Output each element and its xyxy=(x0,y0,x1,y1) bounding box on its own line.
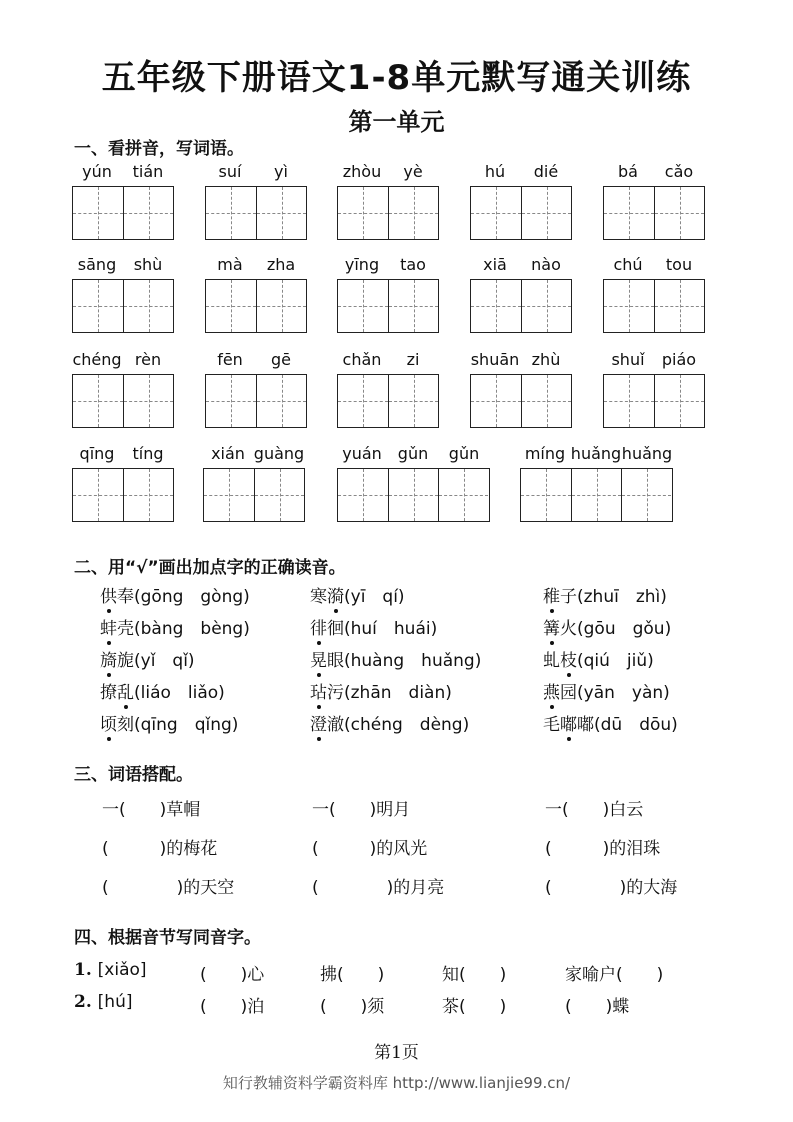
pinyin-syllable: zi xyxy=(406,350,420,369)
pinyin-syllable: tián xyxy=(132,162,164,181)
pinyin-syllable: nào xyxy=(531,255,561,274)
writing-boxes[interactable] xyxy=(72,186,174,240)
syllable-label xyxy=(74,960,147,980)
dotted-character: 供 xyxy=(100,582,117,607)
writing-cell[interactable] xyxy=(388,375,438,427)
pinyin-word-item xyxy=(72,162,174,240)
writing-boxes[interactable] xyxy=(520,468,673,522)
writing-boxes[interactable] xyxy=(470,374,572,428)
pinyin-syllable: chéng xyxy=(72,350,122,369)
matching-blank[interactable]: ( )的大海 xyxy=(545,878,678,898)
writing-cell[interactable] xyxy=(521,469,571,521)
pinyin-syllable: dié xyxy=(533,162,559,181)
matching-blank[interactable]: ( )的月亮 xyxy=(312,878,445,898)
dotted-character: 篝 xyxy=(543,614,560,639)
pronunciation-item[interactable] xyxy=(100,646,195,671)
writing-cell[interactable] xyxy=(123,280,173,332)
pronunciation-item[interactable] xyxy=(543,614,671,639)
syllable: [xiǎo] xyxy=(97,960,147,980)
reading-options: 眼(huàng huǎng) xyxy=(327,651,482,671)
reading-options: 奉(gōng gòng) xyxy=(117,587,250,607)
reading-options: (qiú jiǔ) xyxy=(577,651,654,671)
writing-cell[interactable] xyxy=(256,280,306,332)
pinyin-word-item xyxy=(205,255,307,333)
pinyin-label xyxy=(470,255,572,279)
pinyin-word-item xyxy=(603,162,705,240)
pinyin-label xyxy=(72,444,174,468)
matching-blank[interactable]: 一( )草帽 xyxy=(102,800,201,820)
writing-cell[interactable] xyxy=(73,469,123,521)
writing-cell[interactable] xyxy=(388,469,438,521)
writing-cell[interactable] xyxy=(206,280,256,332)
pinyin-label xyxy=(470,162,572,186)
pinyin-word-item xyxy=(337,350,439,428)
reading-options: 火(gōu gǒu) xyxy=(560,619,672,639)
writing-cell[interactable] xyxy=(654,187,704,239)
pinyin-label xyxy=(470,350,572,374)
pinyin-syllable: yuán xyxy=(342,444,382,463)
pinyin-syllable: zhù xyxy=(531,350,561,369)
homophone-blank[interactable]: 茶( ) xyxy=(442,997,507,1017)
question-number: 2. xyxy=(74,992,98,1012)
pronunciation-item[interactable] xyxy=(310,614,437,639)
writing-cell[interactable] xyxy=(123,187,173,239)
writing-boxes[interactable] xyxy=(470,279,572,333)
page-title: 五年级下册语文1-8单元默写通关训练 xyxy=(101,58,692,98)
homophone-blank[interactable]: 家喻户( ) xyxy=(565,965,664,985)
pinyin-word-item xyxy=(72,444,174,522)
pronunciation-item[interactable] xyxy=(543,678,670,703)
writing-boxes[interactable] xyxy=(72,468,174,522)
pinyin-syllable: yīng xyxy=(344,255,380,274)
reading-options: 嘟(dū dōu) xyxy=(577,715,678,735)
reading-options: 刻(qīng qǐng) xyxy=(117,715,239,735)
writing-cell[interactable] xyxy=(471,280,521,332)
syllable: [hú] xyxy=(97,992,133,1012)
writing-boxes[interactable] xyxy=(205,186,307,240)
pronunciation-item[interactable] xyxy=(543,710,678,735)
reading-options: 旎(yǐ qǐ) xyxy=(117,651,195,671)
pinyin-label xyxy=(72,162,174,186)
dotted-character: 枝 xyxy=(560,646,577,671)
writing-cell[interactable] xyxy=(604,375,654,427)
matching-blank[interactable]: ( )的泪珠 xyxy=(545,839,661,859)
writing-cell[interactable] xyxy=(521,375,571,427)
pinyin-label xyxy=(337,350,439,374)
writing-boxes[interactable] xyxy=(203,468,305,522)
writing-boxes[interactable] xyxy=(470,186,572,240)
writing-boxes[interactable] xyxy=(337,468,490,522)
pinyin-label xyxy=(72,255,174,279)
pinyin-syllable: zha xyxy=(266,255,296,274)
writing-cell[interactable] xyxy=(338,280,388,332)
pinyin-label xyxy=(72,350,174,374)
matching-blank[interactable]: ( )的风光 xyxy=(312,839,428,859)
reading-options: (yī qí) xyxy=(344,587,405,607)
pinyin-syllable: hú xyxy=(484,162,506,181)
word-prefix: 虬 xyxy=(543,651,560,671)
section-3-heading: 三、词语搭配。 xyxy=(74,765,193,785)
writing-boxes[interactable] xyxy=(72,374,174,428)
reading-options: 澈(chéng dèng) xyxy=(327,715,470,735)
word-prefix: 毛 xyxy=(543,715,560,735)
dotted-character: 稚 xyxy=(543,582,560,607)
writing-boxes[interactable] xyxy=(603,279,705,333)
pinyin-word-item xyxy=(470,350,572,428)
section-4-heading: 四、根据音节写同音字。 xyxy=(74,928,261,948)
writing-boxes[interactable] xyxy=(603,186,705,240)
homophone-blank[interactable]: ( )蝶 xyxy=(565,997,630,1017)
writing-cell[interactable] xyxy=(206,375,256,427)
writing-cell[interactable] xyxy=(256,375,306,427)
pinyin-syllable: tou xyxy=(665,255,693,274)
pinyin-syllable: cǎo xyxy=(664,162,694,181)
writing-cell[interactable] xyxy=(604,187,654,239)
pinyin-syllable: yún xyxy=(82,162,112,181)
writing-cell[interactable] xyxy=(338,187,388,239)
writing-cell[interactable] xyxy=(338,469,388,521)
pinyin-label xyxy=(603,255,705,279)
section-1-heading: 一、看拼音，写词语。 xyxy=(74,139,244,159)
pinyin-word-item xyxy=(470,162,572,240)
reading-options: 园(yān yàn) xyxy=(560,683,670,703)
pronunciation-item[interactable] xyxy=(310,710,469,735)
pinyin-syllable: zhòu xyxy=(342,162,382,181)
matching-blank[interactable]: 一( )白云 xyxy=(545,800,644,820)
pronunciation-item[interactable] xyxy=(100,678,225,703)
pinyin-syllable: yì xyxy=(274,162,288,181)
watermark: 知行教辅资料学霸资料库 http://www.lianjie99.cn/ xyxy=(222,1074,571,1092)
dotted-character: 漪 xyxy=(327,582,344,607)
pinyin-syllable: chú xyxy=(613,255,643,274)
pronunciation-item[interactable] xyxy=(310,678,452,703)
pinyin-syllable: bá xyxy=(618,162,638,181)
pinyin-word-item xyxy=(203,444,305,522)
writing-cell[interactable] xyxy=(206,187,256,239)
pinyin-syllable: shuǐ xyxy=(611,350,645,369)
word-prefix: 撩 xyxy=(100,683,117,703)
writing-cell[interactable] xyxy=(388,187,438,239)
dotted-character: 燕 xyxy=(543,678,560,703)
reading-options: 污(zhān diàn) xyxy=(327,683,452,703)
pinyin-syllable: fēn xyxy=(217,350,243,369)
reading-options: 壳(bàng bèng) xyxy=(117,619,250,639)
pronunciation-item[interactable] xyxy=(543,646,654,671)
pinyin-syllable: guàng xyxy=(253,444,305,463)
dotted-character: 徘 xyxy=(310,614,327,639)
writing-cell[interactable] xyxy=(123,469,173,521)
pinyin-label xyxy=(205,162,307,186)
writing-cell[interactable] xyxy=(338,375,388,427)
unit-subtitle: 第一单元 xyxy=(348,108,445,136)
reading-options: 子(zhuī zhì) xyxy=(560,587,667,607)
pinyin-word-item xyxy=(337,444,490,522)
writing-cell[interactable] xyxy=(256,187,306,239)
pinyin-syllable: huǎng xyxy=(621,444,673,463)
pinyin-syllable: suí xyxy=(218,162,242,181)
dotted-character: 澄 xyxy=(310,710,327,735)
dotted-character: 嘟 xyxy=(560,710,577,735)
pinyin-syllable: yè xyxy=(403,162,423,181)
pinyin-syllable: tao xyxy=(400,255,426,274)
writing-boxes[interactable] xyxy=(337,186,439,240)
reading-options: (liáo liǎo) xyxy=(134,683,225,703)
writing-cell[interactable] xyxy=(471,375,521,427)
pinyin-label xyxy=(603,162,705,186)
writing-cell[interactable] xyxy=(73,280,123,332)
pinyin-syllable: piáo xyxy=(661,350,697,369)
writing-boxes[interactable] xyxy=(205,279,307,333)
pinyin-word-item xyxy=(470,255,572,333)
homophone-blank[interactable]: 拂( ) xyxy=(320,965,385,985)
pinyin-label xyxy=(520,444,673,468)
pinyin-label xyxy=(337,255,439,279)
pinyin-syllable: sāng xyxy=(77,255,117,274)
pinyin-word-item xyxy=(337,162,439,240)
dotted-character: 乱 xyxy=(117,678,134,703)
writing-cell[interactable] xyxy=(654,280,704,332)
writing-cell[interactable] xyxy=(604,280,654,332)
writing-boxes[interactable] xyxy=(603,374,705,428)
dotted-character: 顷 xyxy=(100,710,117,735)
question-number: 1. xyxy=(74,960,98,980)
pinyin-word-item xyxy=(603,255,705,333)
writing-cell[interactable] xyxy=(471,187,521,239)
homophone-blank[interactable]: 知( ) xyxy=(442,965,507,985)
pinyin-syllable: tíng xyxy=(132,444,164,463)
word-prefix: 寒 xyxy=(310,587,327,607)
writing-cell[interactable] xyxy=(254,469,304,521)
writing-boxes[interactable] xyxy=(205,374,307,428)
homophone-blank[interactable]: ( )须 xyxy=(320,997,385,1017)
pronunciation-item[interactable] xyxy=(100,710,238,735)
pinyin-word-item xyxy=(520,444,673,522)
pronunciation-item[interactable] xyxy=(310,582,405,607)
pinyin-syllable: huǎng xyxy=(570,444,622,463)
pronunciation-item[interactable] xyxy=(100,614,250,639)
pinyin-word-item xyxy=(337,255,439,333)
pinyin-label xyxy=(205,350,307,374)
pinyin-syllable: mà xyxy=(217,255,243,274)
writing-cell[interactable] xyxy=(521,280,571,332)
writing-cell[interactable] xyxy=(621,469,671,521)
dotted-character: 晃 xyxy=(310,646,327,671)
pinyin-word-item xyxy=(72,255,174,333)
pronunciation-item[interactable] xyxy=(310,646,481,671)
writing-cell[interactable] xyxy=(388,280,438,332)
pinyin-syllable: gē xyxy=(271,350,291,369)
pinyin-syllable: qīng xyxy=(79,444,115,463)
matching-blank[interactable]: ( )的梅花 xyxy=(102,839,218,859)
pinyin-syllable: chǎn xyxy=(342,350,382,369)
writing-cell[interactable] xyxy=(438,469,488,521)
writing-cell[interactable] xyxy=(123,375,173,427)
pinyin-label xyxy=(337,444,490,468)
pinyin-syllable: xián xyxy=(211,444,245,463)
dotted-character: 蚌 xyxy=(100,614,117,639)
writing-cell[interactable] xyxy=(654,375,704,427)
dotted-character: 旖 xyxy=(100,646,117,671)
pinyin-syllable: shuān xyxy=(470,350,520,369)
writing-boxes[interactable] xyxy=(337,374,439,428)
pinyin-syllable: shù xyxy=(133,255,163,274)
homophone-blank[interactable]: ( )心 xyxy=(200,965,265,985)
pinyin-syllable: gǔn xyxy=(448,444,480,463)
writing-boxes[interactable] xyxy=(72,279,174,333)
pronunciation-item[interactable] xyxy=(100,582,250,607)
homophone-blank[interactable]: ( )泊 xyxy=(200,997,265,1017)
writing-cell[interactable] xyxy=(521,187,571,239)
page-number: 第1页 xyxy=(374,1043,419,1063)
pinyin-syllable: rèn xyxy=(134,350,162,369)
pinyin-syllable: xiā xyxy=(483,255,507,274)
writing-boxes[interactable] xyxy=(337,279,439,333)
pinyin-label xyxy=(205,255,307,279)
pinyin-word-item xyxy=(72,350,174,428)
section-2-heading: 二、用“√”画出加点字的正确读音。 xyxy=(74,558,346,578)
pinyin-syllable: gǔn xyxy=(397,444,429,463)
pinyin-label xyxy=(603,350,705,374)
pinyin-word-item xyxy=(603,350,705,428)
pinyin-word-item xyxy=(205,162,307,240)
pinyin-label xyxy=(337,162,439,186)
reading-options: 徊(huí huái) xyxy=(327,619,438,639)
pinyin-label xyxy=(203,444,305,468)
syllable-label xyxy=(74,992,133,1012)
matching-blank[interactable]: 一( )明月 xyxy=(312,800,411,820)
dotted-character: 玷 xyxy=(310,678,327,703)
writing-cell[interactable] xyxy=(204,469,254,521)
pronunciation-item[interactable] xyxy=(543,582,667,607)
matching-blank[interactable]: ( )的天空 xyxy=(102,878,235,898)
writing-cell[interactable] xyxy=(73,187,123,239)
writing-cell[interactable] xyxy=(571,469,621,521)
writing-cell[interactable] xyxy=(73,375,123,427)
pinyin-word-item xyxy=(205,350,307,428)
pinyin-syllable: míng xyxy=(524,444,566,463)
